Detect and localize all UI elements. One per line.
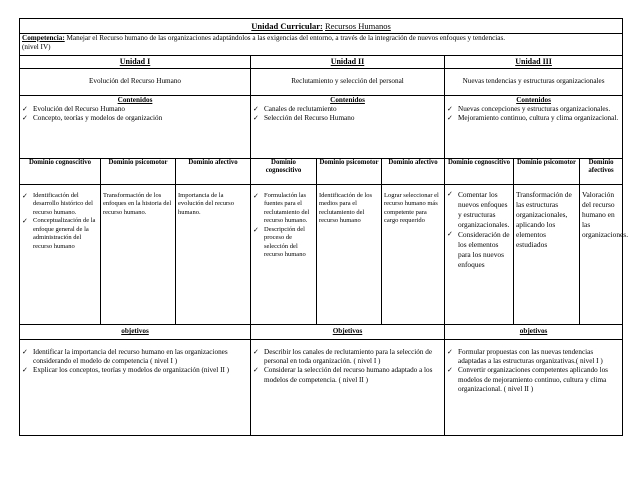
- u1-psicomotor-cell: Transformación de los enfoques en la historia del recurso humano.: [101, 185, 176, 325]
- competencia-text: Manejar el Recurso humano de las organizaciones adaptándolos a las exigencias del entorno, a través de la integración de nuevos enfoques y tendencias.: [66, 34, 506, 42]
- contenido-item: ✓ Canales de reclutamiento: [253, 105, 442, 114]
- contenidos-heading: Contenidos: [117, 96, 153, 104]
- objetivo-item: ✓ Convertir organizaciones competentes aplicando los modelos de mejoramiento continuo, cultura y clima organizacional. ( nivel II ): [447, 366, 620, 394]
- unit-2-objetivos: [251, 340, 445, 436]
- u2-dominio-psicomotor-header: Dominio psicomotor: [317, 159, 382, 185]
- u1-dominio-psicomotor-header: Dominio psicomotor: [101, 159, 176, 185]
- objetivo-item: ✓ Identificar la importancia del recurso humano en las organizaciones considerando el modelo de competencia ( nivel I ): [22, 348, 248, 366]
- objetivo-item: ✓ Explicar los conceptos, teorías y modelos de organización (nivel II ): [22, 366, 248, 375]
- unit-1-objetivos-heading: objetivos: [20, 325, 251, 340]
- u2-dominio-cognoscitivo-header: Dominio cognoscitivo: [251, 159, 317, 185]
- unit-1-objetivos: [20, 340, 251, 436]
- u1-cognoscitivo-cell: [20, 185, 101, 325]
- title-value: Recursos Humanos: [324, 20, 391, 31]
- dominio-item: ✓ Identificación del desarrollo histórico del recurso humano.: [22, 192, 98, 217]
- unit-2-subtitle: Reclutamiento y selección del personal: [251, 69, 445, 96]
- unit-3-contenidos: [445, 96, 623, 159]
- contenido-item: ✓ Evolución del Recurso Humano: [22, 105, 248, 114]
- u2-afectivo-cell: Lograr seleccionar el recurso humano más competente para cargo requerido: [382, 185, 445, 325]
- u1-dominio-afectivo-header: Dominio afectivo: [176, 159, 251, 185]
- dominio-item: ✓ Descripción del proceso de selección del recurso humano: [253, 226, 314, 260]
- dominio-item: ✓ Conceptualización de la enfoque general de la administración del recurso humano: [22, 217, 98, 251]
- contenidos-heading: Contenidos: [330, 96, 365, 104]
- contenido-item: ✓ Nuevas concepciones y estructuras organizacionales.: [447, 105, 620, 114]
- unit-1-subtitle: Evolución del Recurso Humano: [20, 69, 251, 96]
- unit-3-objetivos-heading: objetivos: [445, 325, 623, 340]
- competencia-label: Competencia:: [22, 34, 65, 42]
- curricular-table: [19, 18, 629, 436]
- dominio-item: ✓ Formulación las fuentes para el reclutamiento del recurso humano.: [253, 192, 314, 226]
- unit-1-contenidos: [20, 96, 251, 159]
- unit-1-title: Unidad I: [20, 56, 251, 69]
- u3-psicomotor-cell: Transformación de las estructuras organizacionales, aplicando los elementos estudiados: [514, 185, 580, 325]
- dominio-item: ✓ Consideración de los elementos para los nuevos enfoques: [447, 230, 511, 270]
- u3-dominio-cognoscitivo-header: Dominio cognoscitivo: [445, 159, 514, 185]
- u3-dominio-psicomotor-header: Dominio psicomotor: [514, 159, 580, 185]
- objetivo-item: ✓ Formular propuestas con las nuevas tendencias adaptadas a las estructuras organizativas.( nivel I ): [447, 348, 620, 366]
- u1-afectivo-cell: Importancia de la evolución del recurso humano.: [176, 185, 251, 325]
- u1-dominio-cognoscitivo-header: Dominio cognoscitivo: [20, 159, 101, 185]
- unit-3-objetivos: [445, 340, 623, 436]
- page-title: [20, 19, 623, 34]
- competencia-cell: [20, 34, 623, 56]
- contenido-item: ✓ Selección del Recurso Humano: [253, 114, 442, 123]
- u3-afectivo-cell: Valoración del recurso humano en las organizaciones.: [580, 185, 623, 325]
- contenido-item: ✓ Mejoramiento continuo, cultura y clima organizacional.: [447, 114, 620, 123]
- u2-dominio-afectivo-header: Dominio afectivo: [382, 159, 445, 185]
- unit-3-title: Unidad III: [445, 56, 623, 69]
- title-label: Unidad Curricular:: [251, 20, 323, 31]
- objetivo-item: ✓ Considerar la selección del recurso humano adaptado a los modelos de competencia. ( nivel II ): [253, 366, 442, 384]
- u3-cognoscitivo-cell: [445, 185, 514, 325]
- contenidos-heading: Contenidos: [516, 96, 551, 104]
- unit-2-title: Unidad II: [251, 56, 445, 69]
- unit-2-objetivos-heading: Objetivos: [251, 325, 445, 340]
- u2-cognoscitivo-cell: [251, 185, 317, 325]
- contenido-item: ✓ Concepto, teorías y modelos de organización: [22, 114, 248, 123]
- unit-2-contenidos: [251, 96, 445, 159]
- competencia-level: (nivel IV): [22, 43, 51, 52]
- objetivo-item: ✓ Describir los canales de reclutamiento para la selección de personal en toda organización. ( nivel I ): [253, 348, 442, 366]
- u3-dominio-afectivo-header: Dominio afectivos: [580, 159, 623, 185]
- dominio-item: ✓ Comentar los nuevos enfoques y estructuras organizacionales.: [447, 190, 511, 230]
- unit-3-subtitle: Nuevas tendencias y estructuras organizacionales: [445, 69, 623, 96]
- u2-psicomotor-cell: Identificación de los medios para el reclutamiento del recurso humano: [317, 185, 382, 325]
